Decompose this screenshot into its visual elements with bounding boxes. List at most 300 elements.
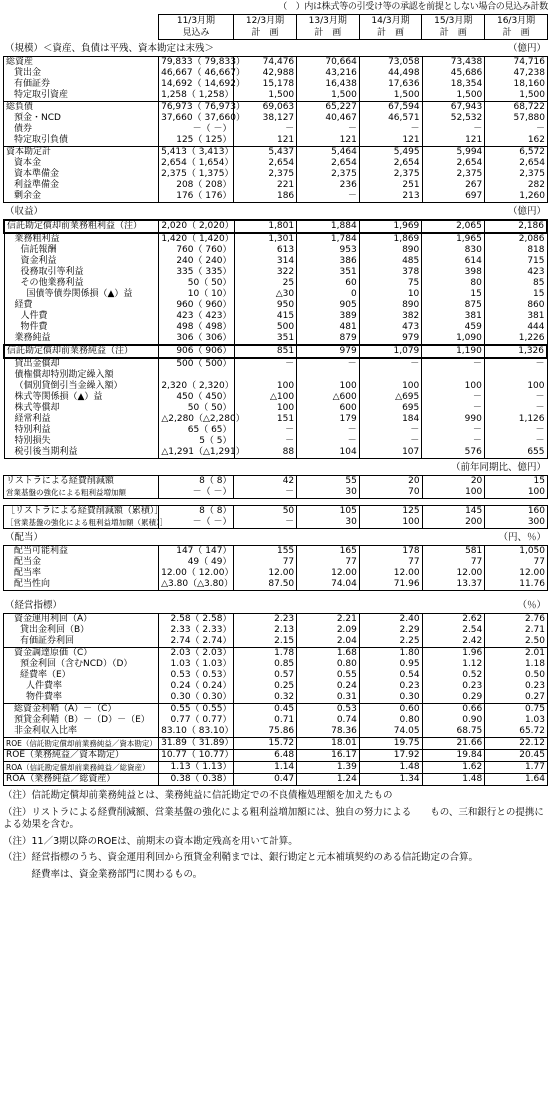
cell-value: 0.52 bbox=[422, 670, 485, 681]
cell-value: 2,654 bbox=[359, 158, 422, 169]
cell-value: 25 bbox=[234, 278, 297, 289]
row-label: 人件費 bbox=[4, 311, 159, 322]
cell-value: 818 bbox=[484, 245, 547, 256]
cell-value: － bbox=[359, 425, 422, 436]
cell-value: 0.75 bbox=[485, 704, 548, 716]
cell-value: 1,500 bbox=[422, 90, 485, 102]
cell-value: 14,692（ 14,692） bbox=[159, 79, 234, 90]
cell-value: 0 bbox=[297, 289, 360, 300]
cell-value: 121 bbox=[234, 135, 297, 147]
cell-value: 79,833（ 79,833） bbox=[159, 57, 234, 69]
cell-value: 5,994 bbox=[422, 147, 485, 159]
table-row bbox=[4, 625, 548, 636]
cell-value: 498（ 498） bbox=[159, 322, 234, 333]
row-label: 経費率（E） bbox=[4, 670, 159, 681]
cell-value: 74.04 bbox=[297, 579, 360, 591]
table-row bbox=[4, 579, 548, 591]
cell-value: 100 bbox=[422, 487, 485, 499]
cell-value: 1.78 bbox=[234, 648, 297, 660]
cell-value: 715 bbox=[484, 256, 547, 267]
table-row bbox=[4, 180, 548, 191]
cell-value: 351 bbox=[234, 333, 297, 345]
cell-value: 160 bbox=[485, 506, 548, 518]
cell-value: 12.00 bbox=[422, 568, 485, 579]
table-row bbox=[4, 267, 547, 278]
cell-value: 979 bbox=[359, 333, 422, 345]
cell-value: 15,178 bbox=[234, 79, 297, 90]
row-label: 債券 bbox=[4, 124, 159, 135]
cell-value: － bbox=[359, 358, 422, 370]
cell-value: 121 bbox=[359, 135, 422, 147]
table-row bbox=[4, 147, 548, 159]
cell-value: － bbox=[422, 124, 485, 135]
table-row bbox=[4, 322, 547, 333]
cell-value: 50 bbox=[234, 506, 297, 518]
cell-value: 0.53（ 0.53） bbox=[159, 670, 234, 681]
cell-value: － bbox=[234, 358, 297, 370]
footnote: （注）リストラによる経費削減額、営業基盤の強化による粗利益増加額には、独自の努力による もの、三和銀行との提携による効果を含む。 bbox=[3, 806, 544, 830]
table-row bbox=[4, 79, 548, 90]
cell-value: 42 bbox=[234, 476, 297, 488]
cell-value: 2.76 bbox=[485, 614, 548, 626]
row-label: 株式等償却 bbox=[4, 403, 159, 414]
table-row bbox=[4, 245, 547, 256]
cell-value: 68.75 bbox=[422, 726, 485, 738]
cell-value: 1,500 bbox=[485, 90, 548, 102]
table-row bbox=[4, 57, 548, 69]
cell-value: 88 bbox=[234, 447, 297, 459]
cell-value: 73,438 bbox=[422, 57, 485, 69]
cell-value: 2.62 bbox=[422, 614, 485, 626]
table-row bbox=[4, 517, 548, 529]
cell-value: 57,880 bbox=[485, 113, 548, 124]
cell-value: 890 bbox=[359, 300, 422, 311]
cell-value: 100 bbox=[234, 381, 297, 392]
cell-value: 0.38（ 0.38） bbox=[159, 774, 234, 786]
row-label: 総資産 bbox=[4, 57, 159, 69]
cell-value: 12.00 bbox=[297, 568, 360, 579]
cell-value: 85 bbox=[484, 278, 547, 289]
cell-value: 2,375 bbox=[234, 169, 297, 180]
cell-value: 0.47 bbox=[234, 774, 297, 786]
table-row bbox=[4, 636, 548, 648]
cell-value: 2.50 bbox=[485, 636, 548, 648]
cell-value: 5,464 bbox=[297, 147, 360, 159]
cell-value: 423（ 423） bbox=[159, 311, 234, 322]
cell-value: 77 bbox=[359, 557, 422, 568]
cell-value: 19.84 bbox=[422, 750, 485, 762]
cell-value bbox=[359, 370, 422, 381]
cell-value: － bbox=[359, 436, 422, 447]
cell-value: 10.77（ 10.77） bbox=[159, 750, 234, 762]
cell-value: 1,226 bbox=[484, 333, 547, 345]
cell-value: 104 bbox=[297, 447, 360, 459]
cell-value: 17,636 bbox=[359, 79, 422, 90]
cell-value: 500 bbox=[234, 322, 297, 333]
cell-value: 1,090 bbox=[422, 333, 485, 345]
cell-value: 0.25 bbox=[234, 681, 297, 692]
row-label: 預貸金利鞘（B）－（D）－（E） bbox=[4, 715, 159, 726]
cell-value: 18,354 bbox=[422, 79, 485, 90]
cell-value: 5,413（ 3,413） bbox=[159, 147, 234, 159]
row-label: 貸出金 bbox=[4, 68, 159, 79]
cell-value: 80 bbox=[422, 278, 485, 289]
cell-value: 2.21 bbox=[297, 614, 360, 626]
row-label: 国債等債券関係損（▲）益 bbox=[4, 289, 159, 300]
row-label: 配当性向 bbox=[4, 579, 159, 591]
table-row bbox=[4, 762, 548, 774]
data-table bbox=[3, 613, 548, 786]
cell-value: 1,969 bbox=[359, 220, 422, 233]
cell-value: 15 bbox=[484, 289, 547, 300]
cell-value: 16.17 bbox=[297, 750, 360, 762]
content bbox=[3, 40, 548, 786]
cell-value: 0.24 bbox=[297, 681, 360, 692]
section-header bbox=[3, 203, 548, 219]
cell-value: 2,654 bbox=[234, 158, 297, 169]
cell-value: 581 bbox=[422, 546, 485, 558]
cell-value: 70 bbox=[359, 487, 422, 499]
table-row bbox=[4, 546, 548, 558]
cell-value: 1.18 bbox=[485, 659, 548, 670]
cell-value: 2.23 bbox=[234, 614, 297, 626]
cell-value: 176（ 176） bbox=[159, 191, 234, 203]
cell-value: 398 bbox=[422, 267, 485, 278]
cell-value: － bbox=[484, 358, 547, 370]
row-label: 有価証券 bbox=[4, 79, 159, 90]
cell-value: 2.01 bbox=[485, 648, 548, 660]
row-label: 預金・NCD bbox=[4, 113, 159, 124]
table-row bbox=[4, 436, 547, 447]
cell-value: 0.74 bbox=[297, 715, 360, 726]
row-label: 営業基盤の強化による粗利益増加額 bbox=[4, 487, 159, 499]
cell-value: 0.90 bbox=[422, 715, 485, 726]
cell-value: 18,160 bbox=[485, 79, 548, 90]
cell-value: 1,500 bbox=[297, 90, 360, 102]
cell-value: － bbox=[484, 425, 547, 436]
cell-value: 2,186 bbox=[484, 220, 547, 233]
cell-value: 1,326 bbox=[484, 345, 547, 358]
cell-value: － bbox=[484, 392, 547, 403]
data-table bbox=[3, 219, 548, 459]
cell-value: 208（ 208） bbox=[159, 180, 234, 191]
cell-value: 300 bbox=[485, 517, 548, 529]
cell-value: 2.15 bbox=[234, 636, 297, 648]
cell-value: 2.09 bbox=[297, 625, 360, 636]
cell-value: 613 bbox=[234, 245, 297, 256]
table-row bbox=[4, 681, 548, 692]
cell-value: 0.23 bbox=[485, 681, 548, 692]
table-row bbox=[4, 392, 547, 403]
cell-value: 236 bbox=[297, 180, 360, 191]
top-note: （ ）内は株式等の引受け等の承認を前提としない場合の見込み計数 bbox=[278, 2, 548, 12]
cell-value: 1,301 bbox=[234, 233, 297, 245]
row-label: 貸出金償却 bbox=[4, 358, 159, 370]
cell-value: 890 bbox=[359, 245, 422, 256]
cell-value: 162 bbox=[485, 135, 548, 147]
table-row bbox=[4, 659, 548, 670]
row-label: 有価証券利回 bbox=[4, 636, 159, 648]
cell-value: － bbox=[234, 425, 297, 436]
row-label: （個別貸倒引当金繰入額） bbox=[4, 381, 159, 392]
cell-value: 75 bbox=[359, 278, 422, 289]
cell-value: 31.89（ 31.89） bbox=[159, 738, 234, 750]
cell-value: － bbox=[359, 124, 422, 135]
row-label: 配当金 bbox=[4, 557, 159, 568]
table-row bbox=[4, 233, 547, 245]
footnote: 経費率は、資金業務部門に関わるもの。 bbox=[3, 868, 203, 880]
row-label: 特定取引負債 bbox=[4, 135, 159, 147]
cell-value: 15 bbox=[422, 289, 485, 300]
cell-value: 322 bbox=[234, 267, 297, 278]
cell-value: 2.03（ 2.03） bbox=[159, 648, 234, 660]
cell-value: 760（ 760） bbox=[159, 245, 234, 256]
table-row bbox=[4, 557, 548, 568]
cell-value: 43,216 bbox=[297, 68, 360, 79]
cell-value: 1.34 bbox=[359, 774, 422, 786]
cell-value: 213 bbox=[359, 191, 422, 203]
cell-value: －（ －） bbox=[159, 487, 234, 499]
table-row bbox=[4, 403, 547, 414]
row-label: ［営業基盤の強化による粗利益増加額（累積）］ bbox=[4, 517, 159, 529]
cell-value: 351 bbox=[297, 267, 360, 278]
restructuring-unit: （前年同期比、億円） bbox=[450, 462, 546, 473]
cell-value: 100 bbox=[359, 381, 422, 392]
section-title: （配当） bbox=[5, 532, 44, 543]
cell-value: △1,291（△1,291） bbox=[159, 447, 234, 459]
row-label: 総負債 bbox=[4, 102, 159, 114]
cell-value: 6,572 bbox=[485, 147, 548, 159]
cell-value: 2.42 bbox=[422, 636, 485, 648]
table-row bbox=[4, 358, 547, 370]
cell-value: 378 bbox=[359, 267, 422, 278]
cell-value: 314 bbox=[234, 256, 297, 267]
cell-value: 1,079 bbox=[359, 345, 422, 358]
section-title: （規模）＜資産、負債は平残、資本勘定は末残＞ bbox=[5, 43, 215, 54]
row-label: 経常利益 bbox=[4, 414, 159, 425]
cell-value: 2,375 bbox=[485, 169, 548, 180]
cell-value: 15 bbox=[485, 476, 548, 488]
cell-value: － bbox=[234, 487, 297, 499]
cell-value: 50（ 50） bbox=[159, 278, 234, 289]
cell-value: 100 bbox=[359, 517, 422, 529]
table-row bbox=[4, 256, 547, 267]
cell-value: 1.96 bbox=[422, 648, 485, 660]
row-label: 配当可能利益 bbox=[4, 546, 159, 558]
cell-value: 306（ 306） bbox=[159, 333, 234, 345]
table-row bbox=[4, 124, 548, 135]
row-label: 物件費 bbox=[4, 322, 159, 333]
cell-value: 0.80 bbox=[359, 715, 422, 726]
cell-value: 1.68 bbox=[297, 648, 360, 660]
row-label: 配当率 bbox=[4, 568, 159, 579]
cell-value: 2,654（ 1,654） bbox=[159, 158, 234, 169]
cell-value: 21.66 bbox=[422, 738, 485, 750]
cell-value bbox=[422, 370, 485, 381]
cell-value: 0.30（ 0.30） bbox=[159, 692, 234, 704]
cell-value: 78.36 bbox=[297, 726, 360, 738]
cell-value: － bbox=[234, 124, 297, 135]
cell-value: 860 bbox=[484, 300, 547, 311]
cell-value: 473 bbox=[359, 322, 422, 333]
cell-value: 71.96 bbox=[359, 579, 422, 591]
row-label: 株式等関係損（▲）益 bbox=[4, 392, 159, 403]
cell-value: － bbox=[422, 436, 485, 447]
table-row bbox=[4, 715, 548, 726]
cell-value: 65.72 bbox=[485, 726, 548, 738]
cell-value: 100 bbox=[234, 403, 297, 414]
cell-value: 851 bbox=[234, 345, 297, 358]
cell-value bbox=[484, 370, 547, 381]
cell-value: 12.00 bbox=[234, 568, 297, 579]
cell-value: 1.03（ 1.03） bbox=[159, 659, 234, 670]
cell-value: 50（ 50） bbox=[159, 403, 234, 414]
cell-value: 74,716 bbox=[485, 57, 548, 69]
table-row bbox=[4, 102, 548, 114]
cell-value: 576 bbox=[422, 447, 485, 459]
cell-value: 0.85 bbox=[234, 659, 297, 670]
cell-value: 905 bbox=[297, 300, 360, 311]
cell-value: 1,050 bbox=[485, 546, 548, 558]
cell-value: 1,801 bbox=[234, 220, 297, 233]
cell-value: 0.53 bbox=[297, 704, 360, 716]
cell-value: 1.03 bbox=[485, 715, 548, 726]
cell-value: 65（ 65） bbox=[159, 425, 234, 436]
column-header: 16/3月期 計 画 bbox=[485, 15, 548, 40]
table-row bbox=[4, 648, 548, 660]
table-row bbox=[4, 414, 547, 425]
row-label: 経費 bbox=[4, 300, 159, 311]
cell-value: 485 bbox=[359, 256, 422, 267]
cell-value: － bbox=[297, 191, 360, 203]
cell-value: 70,664 bbox=[297, 57, 360, 69]
row-label: 貸出金利回（B） bbox=[4, 625, 159, 636]
cell-value: 2.71 bbox=[485, 625, 548, 636]
cell-value: 386 bbox=[297, 256, 360, 267]
cell-value: 186 bbox=[234, 191, 297, 203]
cell-value: 30 bbox=[297, 487, 360, 499]
cell-value: 2,375 bbox=[297, 169, 360, 180]
document bbox=[3, 0, 548, 881]
cell-value: 200 bbox=[422, 517, 485, 529]
cell-value: － bbox=[422, 392, 485, 403]
table-row bbox=[4, 191, 548, 203]
cell-value: △695 bbox=[359, 392, 422, 403]
cell-value: 481 bbox=[297, 322, 360, 333]
section-title: （収益） bbox=[5, 206, 44, 217]
footnotes bbox=[3, 790, 548, 881]
cell-value: 0.23 bbox=[422, 681, 485, 692]
cell-value: 221 bbox=[234, 180, 297, 191]
cell-value: 2.25 bbox=[359, 636, 422, 648]
row-label: 剰余金 bbox=[4, 191, 159, 203]
row-label: 特定取引資産 bbox=[4, 90, 159, 102]
table-row bbox=[4, 345, 547, 358]
row-label: 資金運用利回（A） bbox=[4, 614, 159, 626]
row-label: 役務取引等利益 bbox=[4, 267, 159, 278]
cell-value: 77 bbox=[422, 557, 485, 568]
cell-value: － bbox=[422, 403, 485, 414]
cell-value: 1.24 bbox=[297, 774, 360, 786]
cell-value: 1,965 bbox=[422, 233, 485, 245]
cell-value: 1,500 bbox=[234, 90, 297, 102]
cell-value: 165 bbox=[297, 546, 360, 558]
cell-value: 0.23 bbox=[359, 681, 422, 692]
row-label: ROE（信託勘定償却前業務純益／資本勘定） bbox=[4, 738, 159, 750]
section-unit: （円、％） bbox=[498, 532, 546, 543]
table-row bbox=[4, 370, 547, 381]
row-label: 資金調達原価（C） bbox=[4, 648, 159, 660]
cell-value: － bbox=[297, 436, 360, 447]
row-label: 非金利収入比率 bbox=[4, 726, 159, 738]
cell-value: 415 bbox=[234, 311, 297, 322]
cell-value: 17.92 bbox=[359, 750, 422, 762]
cell-value: 2.54 bbox=[422, 625, 485, 636]
cell-value: 77 bbox=[297, 557, 360, 568]
cell-value: △30 bbox=[234, 289, 297, 300]
table-row bbox=[4, 135, 548, 147]
cell-value: 22.12 bbox=[485, 738, 548, 750]
section-header bbox=[3, 597, 548, 613]
cell-value: 100 bbox=[422, 381, 485, 392]
cell-value: 2.04 bbox=[297, 636, 360, 648]
cell-value: 83.10（ 83.10） bbox=[159, 726, 234, 738]
cell-value: 45,686 bbox=[422, 68, 485, 79]
data-table bbox=[3, 475, 548, 499]
header-blank bbox=[3, 15, 158, 40]
cell-value: 20 bbox=[359, 476, 422, 488]
cell-value: 55 bbox=[297, 476, 360, 488]
cell-value: 68,722 bbox=[485, 102, 548, 114]
cell-value: 73,058 bbox=[359, 57, 422, 69]
data-table bbox=[3, 545, 548, 591]
cell-value: 697 bbox=[422, 191, 485, 203]
cell-value: 125（ 125） bbox=[159, 135, 234, 147]
cell-value: 8（ 8） bbox=[159, 476, 234, 488]
section-unit: （％） bbox=[517, 600, 546, 611]
cell-value: 100 bbox=[297, 381, 360, 392]
cell-value: 830 bbox=[422, 245, 485, 256]
cell-value: 10（ 10） bbox=[159, 289, 234, 300]
cell-value: 240（ 240） bbox=[159, 256, 234, 267]
cell-value: 74.05 bbox=[359, 726, 422, 738]
cell-value: 0.80 bbox=[297, 659, 360, 670]
section-header bbox=[3, 40, 548, 56]
row-label: 物件費率 bbox=[4, 692, 159, 704]
cell-value: 121 bbox=[422, 135, 485, 147]
table-row bbox=[4, 670, 548, 681]
cell-value: 500（ 500） bbox=[159, 358, 234, 370]
row-label: 特別損失 bbox=[4, 436, 159, 447]
row-label: 総資金利鞘（A）－（C） bbox=[4, 704, 159, 716]
cell-value: 2,375 bbox=[422, 169, 485, 180]
cell-value: 13.37 bbox=[422, 579, 485, 591]
cell-value: 2,375 bbox=[359, 169, 422, 180]
cell-value: 0.30 bbox=[359, 692, 422, 704]
table-row bbox=[4, 476, 548, 488]
cell-value: 2.58（ 2.58） bbox=[159, 614, 234, 626]
cell-value: 1,420（ 1,420） bbox=[159, 233, 234, 245]
section-title: （経営指標） bbox=[5, 600, 63, 611]
cell-value: 1.39 bbox=[297, 762, 360, 774]
row-label: 利益準備金 bbox=[4, 180, 159, 191]
cell-value: 990 bbox=[422, 414, 485, 425]
cell-value: 0.50 bbox=[485, 670, 548, 681]
cell-value: 77 bbox=[234, 557, 297, 568]
cell-value: 1,260 bbox=[485, 191, 548, 203]
table-row bbox=[4, 487, 548, 499]
cell-value: －（ －） bbox=[159, 517, 234, 529]
